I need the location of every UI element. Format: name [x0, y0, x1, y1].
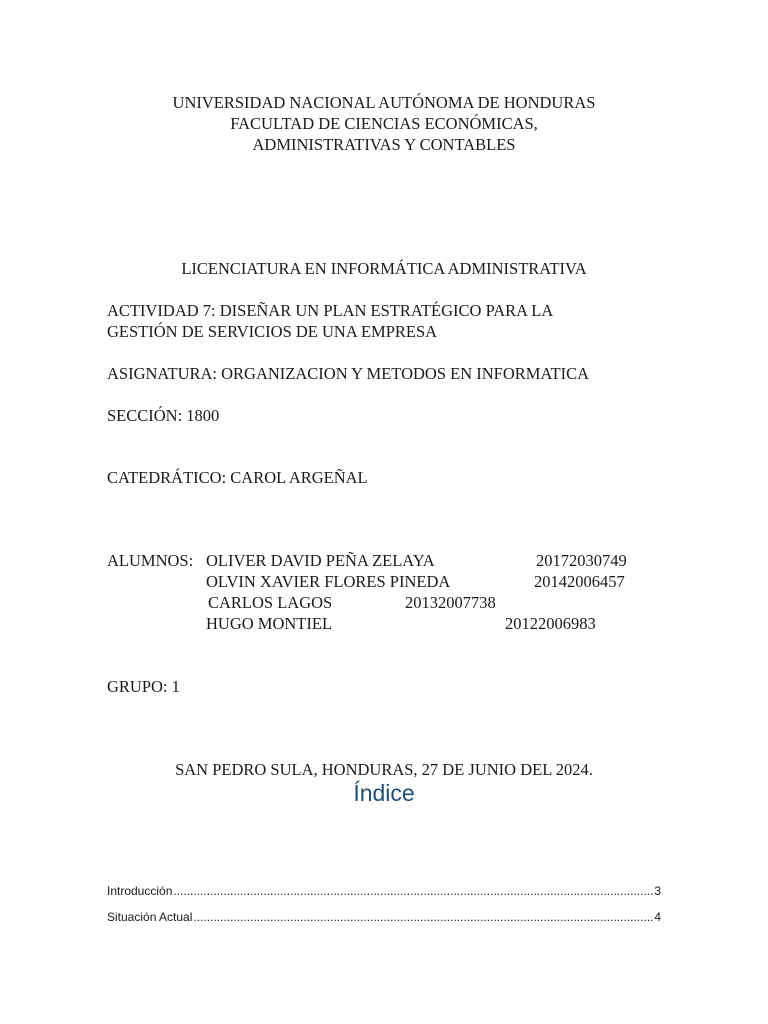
student-name: CARLOS LAGOS [208, 593, 333, 612]
index-title: Índice [353, 780, 415, 806]
student-id: 20172030749 [536, 551, 627, 570]
group-line: GRUPO: 1 [107, 677, 180, 696]
section-line: SECCIÓN: 1800 [107, 406, 220, 425]
student-name: HUGO MONTIEL [206, 614, 333, 633]
student-id: 20122006983 [505, 614, 596, 633]
toc-entry[interactable] [107, 883, 661, 899]
activity-line-1: ACTIVIDAD 7: DISEÑAR UN PLAN ESTRATÉGICO PARA LA [107, 301, 554, 320]
student-id: 20142006457 [534, 572, 625, 591]
toc-leader-dots [173, 883, 653, 899]
university-name: UNIVERSIDAD NACIONAL AUTÓNOMA DE HONDURAS [172, 93, 596, 112]
program-name: LICENCIATURA EN INFORMÁTICA ADMINISTRATIVA [181, 259, 587, 278]
faculty-line-1: FACULTAD DE CIENCIAS ECONÓMICAS, [230, 114, 538, 133]
toc-entry-label: Situación Actual [107, 910, 193, 924]
student-name: OLVIN XAVIER FLORES PINEDA [206, 572, 451, 591]
toc-entry[interactable] [107, 909, 661, 925]
professor-line: CATEDRÁTICO: CAROL ARGEÑAL [107, 468, 368, 487]
toc-entry-page: 4 [654, 910, 661, 924]
student-name: OLIVER DAVID PEÑA ZELAYA [206, 551, 435, 570]
toc-entry-page: 3 [654, 884, 661, 898]
place-date-line: SAN PEDRO SULA, HONDURAS, 27 DE JUNIO DEL 2024. [175, 760, 593, 779]
subject-line: ASIGNATURA: ORGANIZACION Y METODOS EN INFORMATICA [107, 364, 590, 383]
students-label: ALUMNOS: [107, 551, 194, 570]
toc-entry-label: Introducción [107, 884, 173, 898]
student-id: 20132007738 [405, 593, 496, 612]
toc-leader-dots [193, 909, 653, 925]
faculty-line-2: ADMINISTRATIVAS Y CONTABLES [252, 135, 516, 154]
activity-line-2: GESTIÓN DE SERVICIOS DE UNA EMPRESA [107, 322, 438, 341]
